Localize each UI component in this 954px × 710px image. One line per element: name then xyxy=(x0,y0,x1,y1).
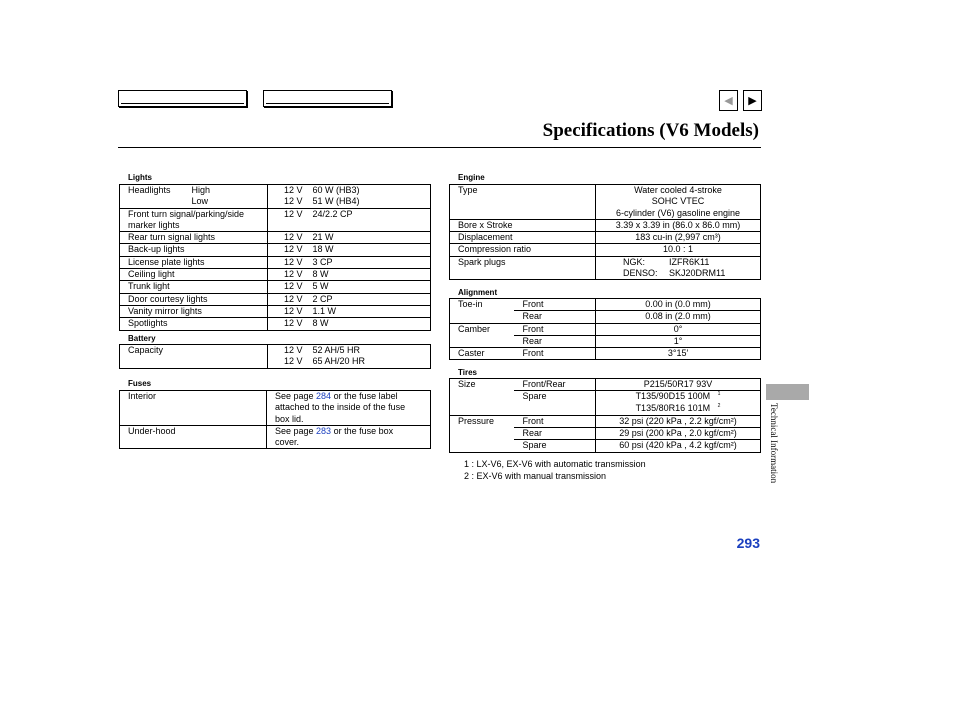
fuses-heading: Fuses xyxy=(128,379,152,388)
light-volt: 12 V xyxy=(284,196,303,207)
arrow-left-icon: ◀ xyxy=(724,95,733,107)
table-row xyxy=(450,185,761,220)
alignment-position: Rear xyxy=(514,311,596,323)
title-rule xyxy=(118,147,761,148)
light-value: 5 W xyxy=(305,281,431,293)
tires-table xyxy=(449,378,761,453)
table-row xyxy=(450,379,761,391)
table-row xyxy=(450,335,761,347)
lights-table xyxy=(119,184,431,331)
table-row xyxy=(450,391,761,416)
table-row xyxy=(120,232,431,244)
tire-position: Spare xyxy=(514,440,596,452)
tire-pressure-value: 60 psi (420 kPa , 4.2 kgf/cm²) xyxy=(596,440,761,452)
engine-table xyxy=(449,184,761,280)
battery-value: 65 AH/20 HR xyxy=(312,356,366,367)
engine-spec-name: Bore x Stroke xyxy=(450,219,596,231)
fuse-location: Under-hood xyxy=(120,425,267,449)
battery-value: 52 AH/5 HR xyxy=(312,345,361,355)
tire-size-label: Size xyxy=(458,379,476,389)
light-value: 24/2.2 CP xyxy=(305,208,431,232)
engine-spec-name: Displacement xyxy=(450,232,596,244)
light-volt: 12 V xyxy=(268,293,305,305)
table-row xyxy=(450,440,761,452)
table-row xyxy=(120,318,431,330)
engine-type-label: Type xyxy=(450,185,596,220)
nav-tab-left[interactable] xyxy=(118,90,247,107)
alignment-name xyxy=(450,311,514,323)
table-row xyxy=(450,428,761,440)
light-value: 8 W xyxy=(305,269,431,281)
engine-spec-value: 183 cu-in (2,997 cm³) xyxy=(596,232,761,244)
light-name: Front turn signal/parking/side marker lights xyxy=(120,208,268,232)
light-volt: 12 V xyxy=(268,281,305,293)
alignment-value: 3°15′ xyxy=(596,348,761,360)
alignment-value: 0° xyxy=(596,323,761,335)
table-row xyxy=(450,415,761,427)
table-row xyxy=(120,185,431,197)
light-value: 3 CP xyxy=(305,256,431,268)
alignment-table xyxy=(449,298,761,360)
alignment-heading: Alignment xyxy=(458,288,498,297)
alignment-value: 0.08 in (2.0 mm) xyxy=(596,311,761,323)
battery-volt: 12 V xyxy=(284,356,303,367)
light-value: 60 W (HB3) xyxy=(305,185,431,197)
light-volt: 12 V xyxy=(268,256,305,268)
light-volt: 12 V xyxy=(268,305,305,317)
page-link-284[interactable]: 284 xyxy=(316,391,332,401)
light-value: 21 W xyxy=(305,232,431,244)
light-value: 1.1 W xyxy=(305,305,431,317)
table-row xyxy=(450,348,761,360)
light-value: 8 W xyxy=(305,318,431,330)
light-volt: 12 V xyxy=(268,208,305,232)
tire-pressure-value: 29 psi (200 kPa , 2.0 kgf/cm²) xyxy=(596,428,761,440)
section-tab-marker xyxy=(766,384,809,400)
light-name: License plate lights xyxy=(120,256,268,268)
table-row xyxy=(120,196,431,208)
light-name: Vanity mirror lights xyxy=(120,305,268,317)
battery-volt: 12 V xyxy=(284,345,303,355)
table-row xyxy=(120,256,431,268)
alignment-name: Camber xyxy=(450,323,514,335)
tire-position: Front/Rear xyxy=(514,379,596,391)
table-row xyxy=(120,391,431,426)
alignment-position: Front xyxy=(514,323,596,335)
light-sub: High xyxy=(184,185,268,197)
tire-position: Spare xyxy=(514,391,596,416)
light-volt: 12 V xyxy=(268,185,305,197)
alignment-value: 0.00 in (0.0 mm) xyxy=(645,299,711,309)
page-title: Specifications (V6 Models) xyxy=(542,120,759,141)
alignment-position: Front xyxy=(514,348,596,360)
engine-spec-value: 3.39 x 3.39 in (86.0 x 86.0 mm) xyxy=(596,219,761,231)
light-name: Spotlights xyxy=(120,318,268,330)
alignment-value: 1° xyxy=(596,335,761,347)
light-name: Back-up lights xyxy=(120,244,268,256)
table-row xyxy=(120,208,431,232)
alignment-position: Rear xyxy=(514,335,596,347)
page-link-283[interactable]: 283 xyxy=(316,425,332,436)
tire-spare-value: T135/90D15 100M $^1$ T135/80R16 101M $^2$ xyxy=(596,391,761,416)
table-row xyxy=(450,244,761,256)
fuse-description: See page 283 or the fuse box cover. xyxy=(267,425,431,449)
page-number: 293 xyxy=(736,535,760,551)
light-volt: 12 V xyxy=(268,244,305,256)
table-row xyxy=(120,244,431,256)
table-row xyxy=(450,299,761,311)
table-row xyxy=(450,256,761,280)
tire-size-value: P215/50R17 93V xyxy=(643,379,713,389)
tire-position: Front xyxy=(514,415,596,427)
next-page-button[interactable] xyxy=(743,90,762,111)
table-row xyxy=(450,232,761,244)
table-row xyxy=(450,219,761,231)
light-name: Rear turn signal lights xyxy=(120,232,268,244)
alignment-position: Front xyxy=(514,299,596,311)
light-value: 18 W xyxy=(305,244,431,256)
light-volt: 12 V xyxy=(268,269,305,281)
fuses-table xyxy=(119,390,431,449)
alignment-name xyxy=(450,335,514,347)
tire-pressure-label: Pressure xyxy=(450,415,514,427)
battery-heading: Battery xyxy=(128,334,156,343)
table-row xyxy=(120,425,431,449)
table-row xyxy=(120,293,431,305)
table-row xyxy=(120,281,431,293)
battery-table xyxy=(119,344,431,369)
table-row xyxy=(120,269,431,281)
battery-name: Capacity xyxy=(120,345,268,369)
nav-tab-right[interactable] xyxy=(263,90,392,107)
engine-heading: Engine xyxy=(458,173,485,182)
arrow-right-icon: ▶ xyxy=(748,95,757,107)
light-sub: Low xyxy=(184,196,268,208)
engine-type-value: Water cooled 4-stroke SOHC VTEC 6-cylinder (V6) gasoline engine xyxy=(615,185,741,218)
footnote-2: 2 : EX-V6 with manual transmission xyxy=(464,471,607,481)
fuse-location: Interior xyxy=(120,391,267,426)
spark-plugs-label: Spark plugs xyxy=(450,256,596,280)
fuse-description: See page 284 or the fuse label attached to the inside of the fuse box lid. xyxy=(275,391,406,424)
light-value: 2 CP xyxy=(305,293,431,305)
table-row xyxy=(120,305,431,317)
light-name xyxy=(120,196,184,208)
tire-position: Rear xyxy=(514,428,596,440)
tire-pressure-value: 32 psi (220 kPa , 2.2 kgf/cm²) xyxy=(596,415,761,427)
alignment-name: Caster xyxy=(450,348,514,360)
light-name: Door courtesy lights xyxy=(120,293,268,305)
lights-heading: Lights xyxy=(128,173,152,182)
table-row xyxy=(450,323,761,335)
table-row xyxy=(450,311,761,323)
spark-plugs-value: NGK: IZFR6K11 DENSO: SKJ20DRM11 xyxy=(596,256,761,280)
light-volt: 12 V xyxy=(268,232,305,244)
section-tab-label: Technical Information xyxy=(769,403,779,484)
light-name: Headlights xyxy=(120,185,184,197)
prev-page-button[interactable] xyxy=(719,90,738,111)
engine-spec-value: 10.0 : 1 xyxy=(596,244,761,256)
alignment-name: Toe-in xyxy=(458,299,483,309)
light-name: Trunk light xyxy=(120,281,268,293)
tires-heading: Tires xyxy=(458,368,477,377)
footnote-1: 1 : LX-V6, EX-V6 with automatic transmission xyxy=(464,459,646,469)
light-value: 51 W (HB4) xyxy=(312,196,360,207)
table-row xyxy=(120,345,431,357)
light-volt: 12 V xyxy=(268,318,305,330)
light-name: Ceiling light xyxy=(120,269,268,281)
engine-spec-name: Compression ratio xyxy=(450,244,596,256)
